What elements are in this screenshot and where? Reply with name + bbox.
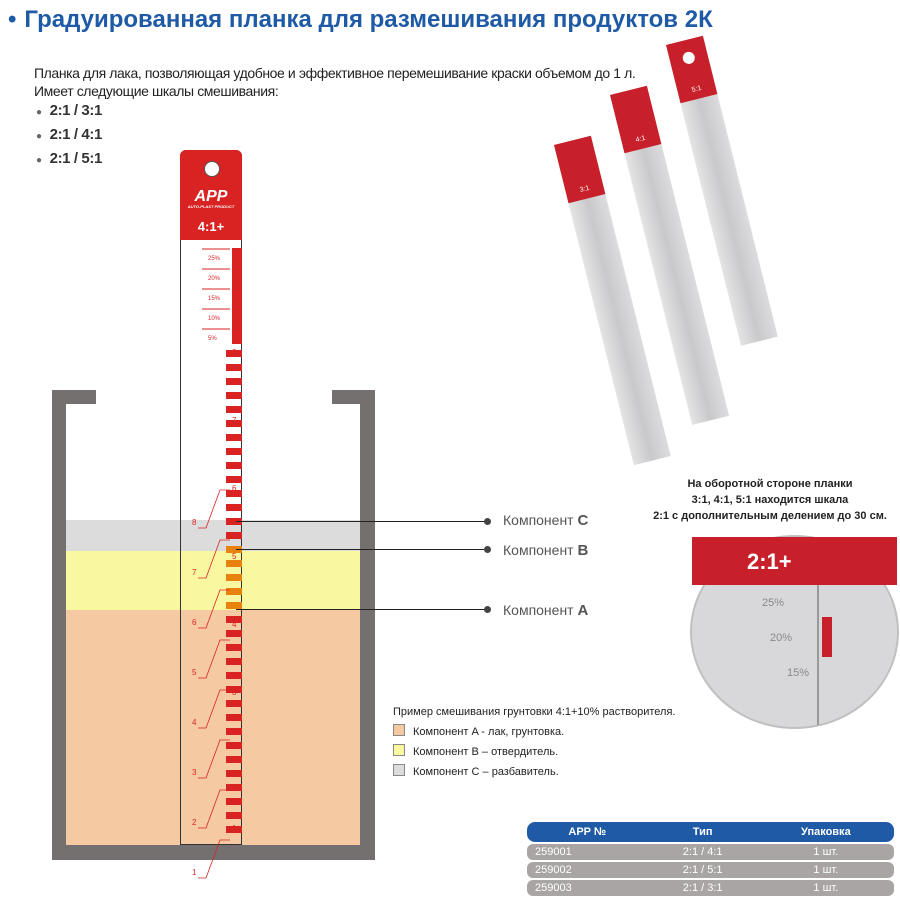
container-flange-right (332, 390, 375, 404)
scale-stripe (226, 504, 242, 511)
left-mark: 1 (192, 868, 197, 877)
left-mark: 4 (192, 718, 197, 727)
left-guide (198, 690, 230, 728)
scale-stripe (226, 714, 242, 721)
callout-dot (484, 606, 491, 613)
magnifier-percent: 15% (787, 667, 810, 679)
title-text: Градуированная планка для размешивания продуктов 2К (24, 6, 713, 33)
left-guide (198, 540, 230, 578)
left-guide (198, 740, 230, 778)
right-mark: 1 (232, 824, 237, 833)
scale-stripe (226, 378, 242, 385)
left-mark: 5 (192, 668, 197, 677)
magnifier-percent: 20% (770, 632, 793, 644)
scale-stripe (226, 770, 242, 777)
percent-label: 5% (208, 336, 217, 342)
scale-stripe (226, 658, 242, 665)
left-mark: 7 (192, 568, 197, 577)
right-mark: 6 (232, 484, 237, 493)
ruler-scale (180, 240, 242, 877)
percent-label: 25% (208, 256, 221, 262)
table-row: 259002 2:1 / 5:1 1 шт. (527, 862, 894, 878)
left-guide (198, 590, 230, 628)
left-guide (198, 790, 230, 828)
left-mark: 6 (192, 618, 197, 627)
callout-dot (484, 518, 491, 525)
app-logo: APP AUTO-PLAST PRODUCT (187, 188, 235, 209)
scale-stripe (226, 798, 242, 805)
scale-stripe (226, 434, 242, 441)
scale-stripe (226, 560, 242, 567)
scale-stripe (226, 742, 242, 749)
scale-stripe (226, 812, 242, 819)
right-mark: 2 (232, 756, 237, 765)
back-side-note: На оборотной стороне планки 3:1, 4:1, 5:1 находится шкала 2:1 с дополнительным делением до 30 см. (653, 478, 887, 522)
scale-stripe (226, 700, 242, 707)
percent-label: 15% (208, 296, 221, 302)
scale-stripe (226, 476, 242, 483)
photo-label: 5:1 (691, 84, 703, 94)
container-wall-right (360, 390, 375, 860)
ruler-hole (204, 161, 220, 177)
scale-stripe (226, 462, 242, 469)
left-mark: 3 (192, 768, 197, 777)
right-mark: 4 (232, 620, 237, 629)
photo-label: 3:1 (579, 184, 591, 194)
scale-item: ● 2:1 / 5:1 (36, 150, 102, 167)
legend-item: Компонент C – разбавитель. (393, 762, 675, 782)
callout-line-a (236, 609, 488, 610)
callout-component-a: Компонент A (503, 602, 589, 619)
legend-item: Компонент B – отвердитель. (393, 742, 675, 762)
product-table: APP № Тип Упаковка 259001 2:1 / 4:1 1 шт. 259002 2:1 / 5:1 1 шт. 259003 2:1 / 3:1 1 шт. (527, 820, 894, 898)
mixing-legend (393, 702, 675, 782)
scale-stripe (226, 392, 242, 399)
legend-item: Компонент A - лак, грунтовка. (393, 722, 675, 742)
rulers-photo (540, 35, 900, 465)
table-row: 259003 2:1 / 3:1 1 шт. (527, 880, 894, 896)
left-mark: 2 (192, 818, 197, 827)
right-mark: 3 (232, 688, 237, 697)
scale-stripe (226, 630, 242, 637)
callout-line-c (236, 521, 488, 522)
scale-stripe (226, 364, 242, 371)
page-title: • Градуированная планка для размешивания продуктов 2К (8, 6, 713, 33)
scale-stripe (226, 644, 242, 651)
scale-stripe (226, 532, 242, 539)
scale-stripe (226, 728, 242, 735)
scale-stripe (226, 574, 242, 581)
container-wall-left (52, 390, 66, 860)
scale-item: ● 2:1 / 3:1 (36, 102, 102, 119)
callout-dot (484, 546, 491, 553)
scale-stripe (226, 406, 242, 413)
percent-label: 20% (208, 276, 221, 282)
left-guide (198, 490, 230, 528)
scale-stripe (226, 588, 242, 595)
scale-stripe (226, 448, 242, 455)
left-mark: 8 (192, 518, 197, 527)
right-mark: 5 (232, 552, 237, 561)
table-row: 259001 2:1 / 4:1 1 шт. (527, 844, 894, 860)
callout-line-b (236, 549, 488, 550)
callout-component-b: Компонент B (503, 542, 589, 559)
percent-label: 10% (208, 316, 221, 322)
percent-bar (232, 248, 242, 344)
scale-stripe (226, 672, 242, 679)
magnifier-ratio: 2:1+ (747, 549, 792, 574)
legend-title: Пример смешивания грунтовки 4:1+10% растворителя. (393, 706, 676, 718)
scale-item: ● 2:1 / 4:1 (36, 126, 102, 143)
ruler-ratio: 4:1+ (197, 219, 225, 234)
intro-line2: Имеет следующие шкалы смешивания: (34, 83, 279, 99)
callout-component-c: Компонент C (503, 512, 589, 529)
left-guide (198, 640, 230, 678)
intro-line1: Планка для лака, позволяющая удобное и эффективное перемешивание краски объемом до 1 л. (34, 65, 636, 81)
container-flange-left (52, 390, 96, 404)
magnifier (690, 535, 899, 729)
right-mark: 7 (232, 416, 237, 425)
photo-label: 4:1 (635, 134, 647, 144)
right-mark: 8 (232, 348, 237, 357)
scale-stripe (226, 602, 242, 609)
magnifier-percent: 25% (762, 597, 785, 609)
